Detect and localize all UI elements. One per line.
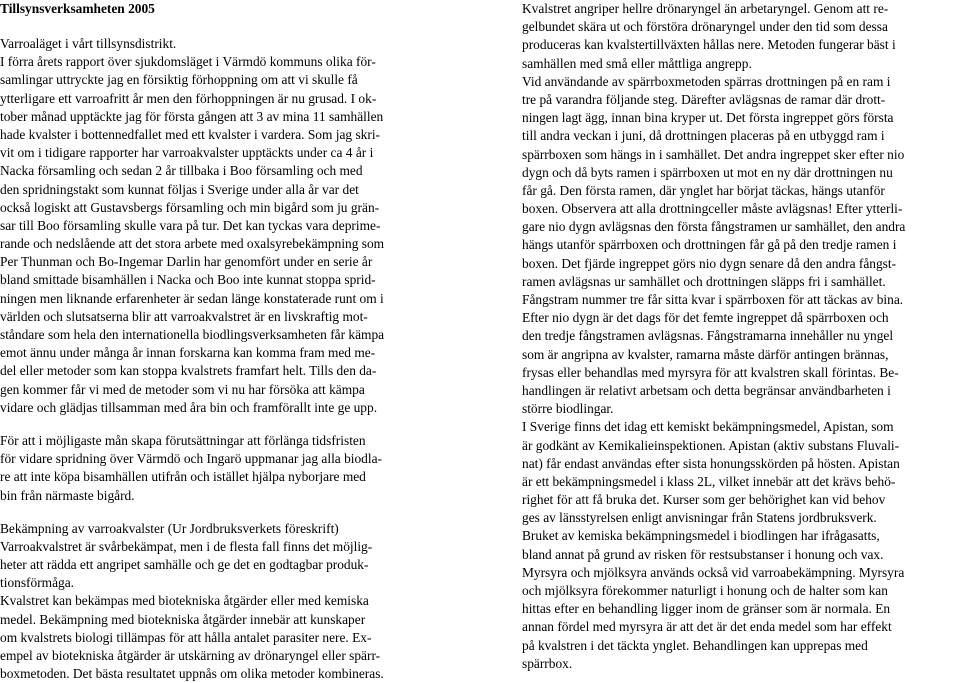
paragraph-gap xyxy=(0,505,440,520)
text-line: bland annat på grund av risken för restsubstanser i honung och vax. xyxy=(522,546,884,562)
text-line: spärrbox. xyxy=(522,655,573,671)
text-line: den tredje fångstramen avlägsnas. Fångstramarna innehåller nu yngel xyxy=(522,328,894,344)
text-line: ramen avlägsnas ur samhället och drottningen släpps fri i samhället. xyxy=(522,273,886,289)
right-column xyxy=(522,0,960,673)
text-line: på kvalstren i det täckta ynglet. Behandlingen kan upprepas med xyxy=(522,637,868,653)
text-line: tionsförmåga. xyxy=(0,575,75,591)
text-line: del eller metoder som kan stoppa kvalstrets framfart helt. Tills den da- xyxy=(0,363,377,379)
text-line: Per Thunman och Bo-Ingemar Darlin har genomfört under en serie år xyxy=(0,254,373,270)
text-line: hittas efter en behandling ligger inom de gränser som är normala. En xyxy=(522,601,891,617)
text-line: Kvalstret kan bekämpas med biotekniska åtgärder eller med kemiska xyxy=(0,593,369,609)
text-line: I Sverige finns det idag ett kemiskt bekämpningsmedel, Apistan, som xyxy=(522,419,894,435)
text-line: dygn och då byts ramen i spärrboxen ut mot en ny där drottningen nu xyxy=(522,164,893,180)
paragraph-gap xyxy=(0,417,440,432)
text-line: gen kommer får vi med de metoder som vi nu har försöka att kämpa xyxy=(0,381,365,397)
text-line: Varroakvalstret är svårbekämpat, men i de flesta fall finns det möjlig- xyxy=(0,538,373,554)
text-line: För att i möjligaste mån skapa förutsättningar att förlänga tidsfristen xyxy=(0,432,366,448)
text-line: och mjölksyra förekommer naturligt i honung och de halter som kan xyxy=(522,583,888,598)
text-line: ningen lagt ägg, innan bina kryper ut. Det första ingreppet görs första xyxy=(522,110,894,126)
paragraph-gap xyxy=(0,20,440,35)
text-line: också logiskt att Gustavsbergs församling och min bigård som ju grän- xyxy=(0,199,380,215)
text-line: Fångstram nummer tre får sitta kvar i spärrboxen för att täckas av bina. xyxy=(522,292,904,307)
text-line: ges av länsstyrelsen enligt anvisningar från Statens jordbruksverk. xyxy=(522,510,877,526)
text-line: Bruket av kemiska bekämpningsmedel i biodlingen har ifrågasatts, xyxy=(522,528,880,544)
text-line: Bekämpning av varroakvalster (Ur Jordbruksverkets föreskrift) xyxy=(0,520,339,536)
text-line: righet för att få bruka det. Kurser som ger behörighet kan vid behov xyxy=(522,492,886,508)
text-line: vidare och glädjas tillsamman med åra bin och framförallt inte ge upp. xyxy=(0,399,378,415)
text-line: gelbundet skära ut och förstöra drönaryngel under den tid som dessa xyxy=(522,19,888,35)
text-line: samhällen med små eller måttliga angrepp. xyxy=(522,55,752,71)
text-line: för vidare spridning över Värmdö och Ingarö uppmanar jag alla biodla- xyxy=(0,451,383,467)
text-line: får gå. Den första ramen, där ynglet har börjat täckas, hängs utanför xyxy=(522,182,885,198)
text-line: tre på varandra följande steg. Därefter avlägsnas de ramar där drott- xyxy=(522,91,886,107)
text-line: spärrboxen som hängs in i samhället. Det andra ingreppet sker efter nio xyxy=(522,146,905,162)
text-line: är godkänt av Kemikalieinspektionen. Apistan (aktiv substans Fluvali- xyxy=(522,437,900,453)
text-line: bland smittade bisamhällen i Nacka och Boo inte kunnat stoppa sprid- xyxy=(0,272,376,288)
text-line: vit om i tidigare rapporter har varroakvalster upptäckts under ca 4 år i xyxy=(0,145,374,161)
text-line: hängs utanför spärrboxen och drottningen får gå på den tredje ramen i xyxy=(522,237,897,253)
text-line: boxmetoden. Det bästa resultatet uppnås om olika metoder kombineras. xyxy=(0,666,384,682)
text-line: hade kvalster i bottennedfallet med ett kvalster i vardera. Som jag skri- xyxy=(0,126,381,142)
text-line: produceras kan kvalstertillväxten hållas nere. Metoden fungerar bäst i xyxy=(522,37,896,53)
text-line: emot ännu under många år innan forskarna kan komma fram med me- xyxy=(0,345,376,361)
text-line: gare nio dygn avlägsnas den första fångstramen ur samhället, den andra xyxy=(522,219,906,235)
text-line: tober månad upptäckte jag för första gången att 3 av mina 11 samhällen xyxy=(0,108,384,124)
text-line: Vid användande av spärrboxmetoden spärras drottningen på en ram i xyxy=(522,73,891,89)
left-column xyxy=(0,0,440,683)
text-line: boxen. Observera att alla drottningceller måste avlägsnas! Efter ytterli- xyxy=(522,201,903,217)
text-line: Myrsyra och mjölksyra används också vid varroabekämpning. Myrsyra xyxy=(522,564,905,580)
text-line: empel av biotekniska åtgärder är utskärning av drönaryngel eller spärr- xyxy=(0,648,381,663)
text-line: boxen. Det fjärde ingreppet görs nio dygn senare då den andra fångst- xyxy=(522,255,897,271)
text-line: I förra årets rapport över sjukdomsläget i Värmdö kommuns olika för- xyxy=(0,54,376,70)
text-line: Nacka församling och sedan 2 år tillbaka i Boo församling och med xyxy=(0,163,363,179)
text-line: som är angripna av kvalster, ramarna måste därför antingen brännas, xyxy=(522,346,889,362)
text-line: större biodlingar. xyxy=(522,401,614,417)
text-line: nat) får endast användas efter sista honungsskörden på hösten. Apistan xyxy=(522,455,900,471)
text-line: Varroaläget i vårt tillsynsdistrikt. xyxy=(0,36,177,51)
text-line: till andra veckan i juni, då drottningen placeras på en utbyggd ram i xyxy=(522,128,885,144)
text-line: annan fördel med myrsyra är att det är det enda medel som har effekt xyxy=(522,619,892,635)
text-line: sar till Boo församling skulle vara på tur. Det kan tyckas vara deprime- xyxy=(0,217,381,233)
text-line: ståndare som hela den internationella biodlingsverksamheten får kämpa xyxy=(0,327,385,342)
text-line: om kvalstrets biologi tillämpas för att hålla antalet parasiter nere. Ex- xyxy=(0,629,372,645)
text-line: re att inte köpa bisamhällen utifrån och istället hjälpa nyborjare med xyxy=(0,469,366,485)
text-line: världen och slutsatserna blir att varroakvalstret är en livskraftig mot- xyxy=(0,308,368,324)
page-title: Tillsynsverksamheten 2005 xyxy=(0,1,155,16)
text-line: handlingen är relativt arbetsam och detta begränsar användbarheten i xyxy=(522,382,891,398)
text-line: Kvalstret angriper hellre drönaryngel än arbetaryngel. Genom att re- xyxy=(522,1,889,16)
text-line: är ett bekämpningsmedel i klass 2L, vilket innebär att det krävs behö- xyxy=(522,473,896,489)
text-line: rande och nedslående att det stora arbete med oxalsyrebekämpning som xyxy=(0,236,385,252)
text-line: bin från närmaste bigård. xyxy=(0,487,135,503)
text-line: frysas eller behandlas med myrsyra för att kvalstren skall förintas. Be- xyxy=(522,364,899,380)
text-line: heter att rädda ett angripet samhälle och ge det en godtagbar produk- xyxy=(0,557,369,573)
text-line: medel. Bekämpning med biotekniska åtgärder innebär att kunskaper xyxy=(0,611,366,627)
text-line: samlingar uttryckte jag en försiktig förhoppning om att vi skulle få xyxy=(0,72,358,88)
text-line: den spridningstakt som kunnat följas i Sverige under alla år var det xyxy=(0,181,359,197)
text-line: ytterligare ett varroafritt år men den förhoppningen är nu grusad. I ok- xyxy=(0,90,377,106)
text-line: Efter nio dygn är det dags för det femte ingreppet då spärrboxen och xyxy=(522,310,889,326)
text-line: ningen men liknande erfarenheter är sedan länge konstaterade runt om i xyxy=(0,290,384,306)
